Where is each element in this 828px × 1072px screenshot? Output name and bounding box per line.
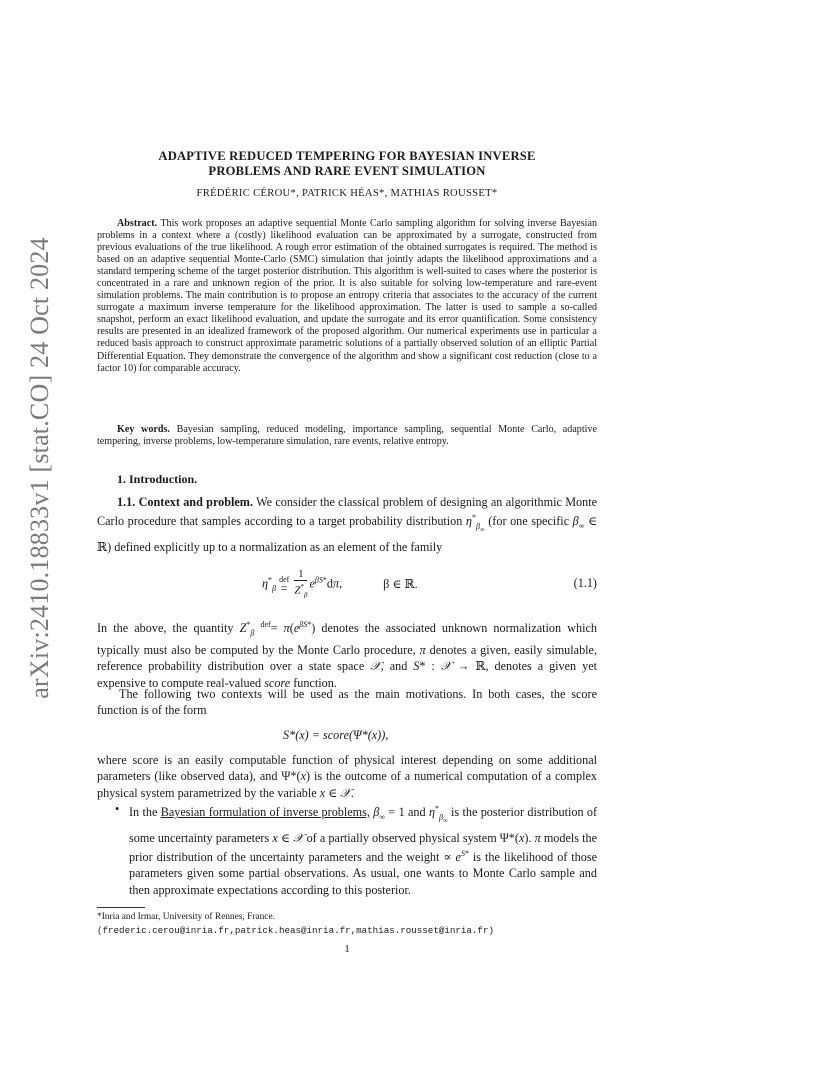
paragraph-text: denotes a given, easily simulable, reference probability distribution over a state space [97, 642, 598, 674]
equation-number: (1.1) [573, 576, 597, 590]
paper-title [97, 149, 597, 179]
equation-score: S*(x) = score(Ψ*(x)), [283, 728, 389, 742]
title-line-2: PROBLEMS AND RARE EVENT SIMULATION [208, 164, 486, 178]
keywords [97, 424, 597, 448]
page-number: 1 [344, 944, 350, 955]
author-list: FRÉDÉRIC CÉROU*, PATRICK HÉAS*, MATHIAS ROUSSET* [196, 188, 498, 199]
footnote-affiliation: *Inria and Irmar, University of Rennes, France. [97, 912, 275, 922]
title-line-1: ADAPTIVE REDUCED TEMPERING FOR BAYESIAN INVERSE [158, 149, 536, 163]
list-item-bayesian: • In the Bayesian formulation of inverse problems, $\beta_\infty = 1$ and $\eta^*_{\beta_\infty}$ is the posterior distribution of some uncertainty parameters x ∈ 𝒳 of a partially observed physical system Ψ*(x). π models the prior distribution of the uncertainty parameters and the weight ∝ $e^{S*}$ is the likelihood of those parameters given some partial observations. As usual, one wants to Monte Carlo sample and then approximate expectations according to this posterior. [115, 802, 598, 897]
paragraph-text: and [408, 805, 426, 820]
paragraph-text: is the outcome of a numerical computation of a complex physical system parametrized by the variable [97, 769, 597, 800]
keywords-text: Bayesian sampling, reduced modeling, importance sampling, sequential Monte Carlo, adaptive tempering, inverse problems, low-temperature simulation, rare events, relative entropy. [97, 424, 597, 448]
abstract [97, 218, 597, 375]
footnote-divider [97, 907, 145, 908]
equation-condition: β ∈ ℝ. [383, 576, 418, 591]
bullet-icon: • [115, 802, 120, 816]
paragraph-text: models the prior distribution of the uncertainty parameters and the weight [129, 830, 598, 864]
paragraph-text: We consider the classical problem of designing an algorithmic Monte Carlo procedure that samples according to a target probability distribution [97, 495, 598, 529]
paragraph-text: is the posterior distribution of some uncertainty parameters [129, 805, 598, 845]
paragraph-normalization: In the above, the quantity $Z^*_\beta$ $^{def}= \pi(e^{\beta S*})$ denotes the associated unknown normalization which typically must also be computed by the Monte Carlo procedure, π denotes a given, easily simulable, reference probability distribution over a state space 𝒳, and S* : 𝒳 → ℝ, denotes a given yet expensive to compute real-valued score function. [97, 620, 598, 690]
keywords-label: Key words. [117, 424, 170, 435]
subsection-heading: 1.1. Context and problem. [117, 495, 254, 509]
paragraph-score: where score is an easily computable function of physical interest depending on some additional parameters (like observed data), and Ψ*(x) is the outcome of a numerical computation of a complex physical system parametrized by the variable x ∈ 𝒳. [97, 753, 597, 800]
paragraph-text: where score is an easily computable function of physical interest depending on some additional parameters (like observed data), and [97, 753, 597, 784]
arxiv-id: arXiv:2410.18833v1 [stat.CO] 24 Oct 2024 [25, 237, 54, 699]
paragraph-text: is the likelihood of those parameters given some partial observations. As usual, one wants to Monte Carlo sample and then approximate expectations according to this posterior. [129, 849, 598, 897]
paragraph-context: 1.1. Context and problem. We consider the classical problem of designing an algorithmic Monte Carlo procedure that samples according to a target probability distribution $\eta^*_{\beta_\infty}$ (for one specific $\beta_\infty$ ∈ ℝ) defined explicitly up to a normalization as an element of the family [97, 495, 598, 554]
paragraph-text: ) defined explicitly up to a normalization as an element of the family [107, 539, 443, 554]
bayesian-link[interactable]: Bayesian formulation of inverse problems, [160, 805, 370, 820]
equation-1-1: $\eta^*_\beta$ def = $\frac{1}{Z^*_\beta}$ $e^{\beta S*}d\pi$, β ∈ ℝ. [262, 568, 418, 599]
paragraph-text: , and [380, 659, 408, 674]
arxiv-sidebar-stamp [22, 237, 58, 699]
paragraph-text: function. [293, 675, 337, 690]
section-heading: 1. Introduction. [117, 472, 198, 486]
paragraph-text: In the [129, 805, 158, 820]
footnote-emails: (frederic.cerou@inria.fr,patrick.heas@inria.fr,mathias.rousset@inria.fr) [97, 925, 494, 936]
paragraph-motivations: The following two contexts will be used as the main motivations. In both cases, the score function is of the form [97, 687, 597, 718]
paragraph-text: (for one specific [488, 514, 570, 529]
paragraph-text: In the above, the quantity [97, 621, 234, 636]
paragraph-text: denotes the associated unknown normalization which typically must also be computed by the Monte Carlo procedure, [97, 621, 597, 657]
score-term: score [264, 675, 291, 690]
abstract-text: This work proposes an adaptive sequential Monte Carlo sampling algorithm for solving inverse Bayesian problems in a context where a (costly) likelihood evaluation can be approximated by a surrogate, constructed from previous evaluations of the true likelihood. A rough error estimation of the obtained surrogates is required. The method is based on an adaptive sequential Monte-Carlo (SMC) simulation that jointly adapts the likelihood approximations and a standard tempering scheme of the target posterior distribution. This algorithm is well-suited to cases where the posterior is concentrated in a rare and unknown region of the prior. It is also suitable for solving low-temperature and rare-event simulation problems. The main contribution is to propose an entropy criteria that associates to the accuracy of the current surrogate a maximum inverse temperature for the likelihood approximation. The latter is used to sample a so-called snapshot, perform an exact likelihood evaluation, and update the surrogate and its error quantification. Some consistency results are presented in an idealized framework of the proposed algorithm. Our numerical experiments use in particular a reduced basis approach to construct approximate parametric solutions of a partially observed solution of an elliptic Partial Differential Equation. They demonstrate the convergence of the algorithm and show a significant cost reduction (close to a factor 10) for comparable accuracy. [97, 218, 597, 374]
paragraph-text: of a partially observed physical system [306, 830, 497, 845]
abstract-label: Abstract. [117, 218, 158, 229]
paragraph-text: , denotes a given yet expensive to compute real-valued [97, 659, 597, 690]
